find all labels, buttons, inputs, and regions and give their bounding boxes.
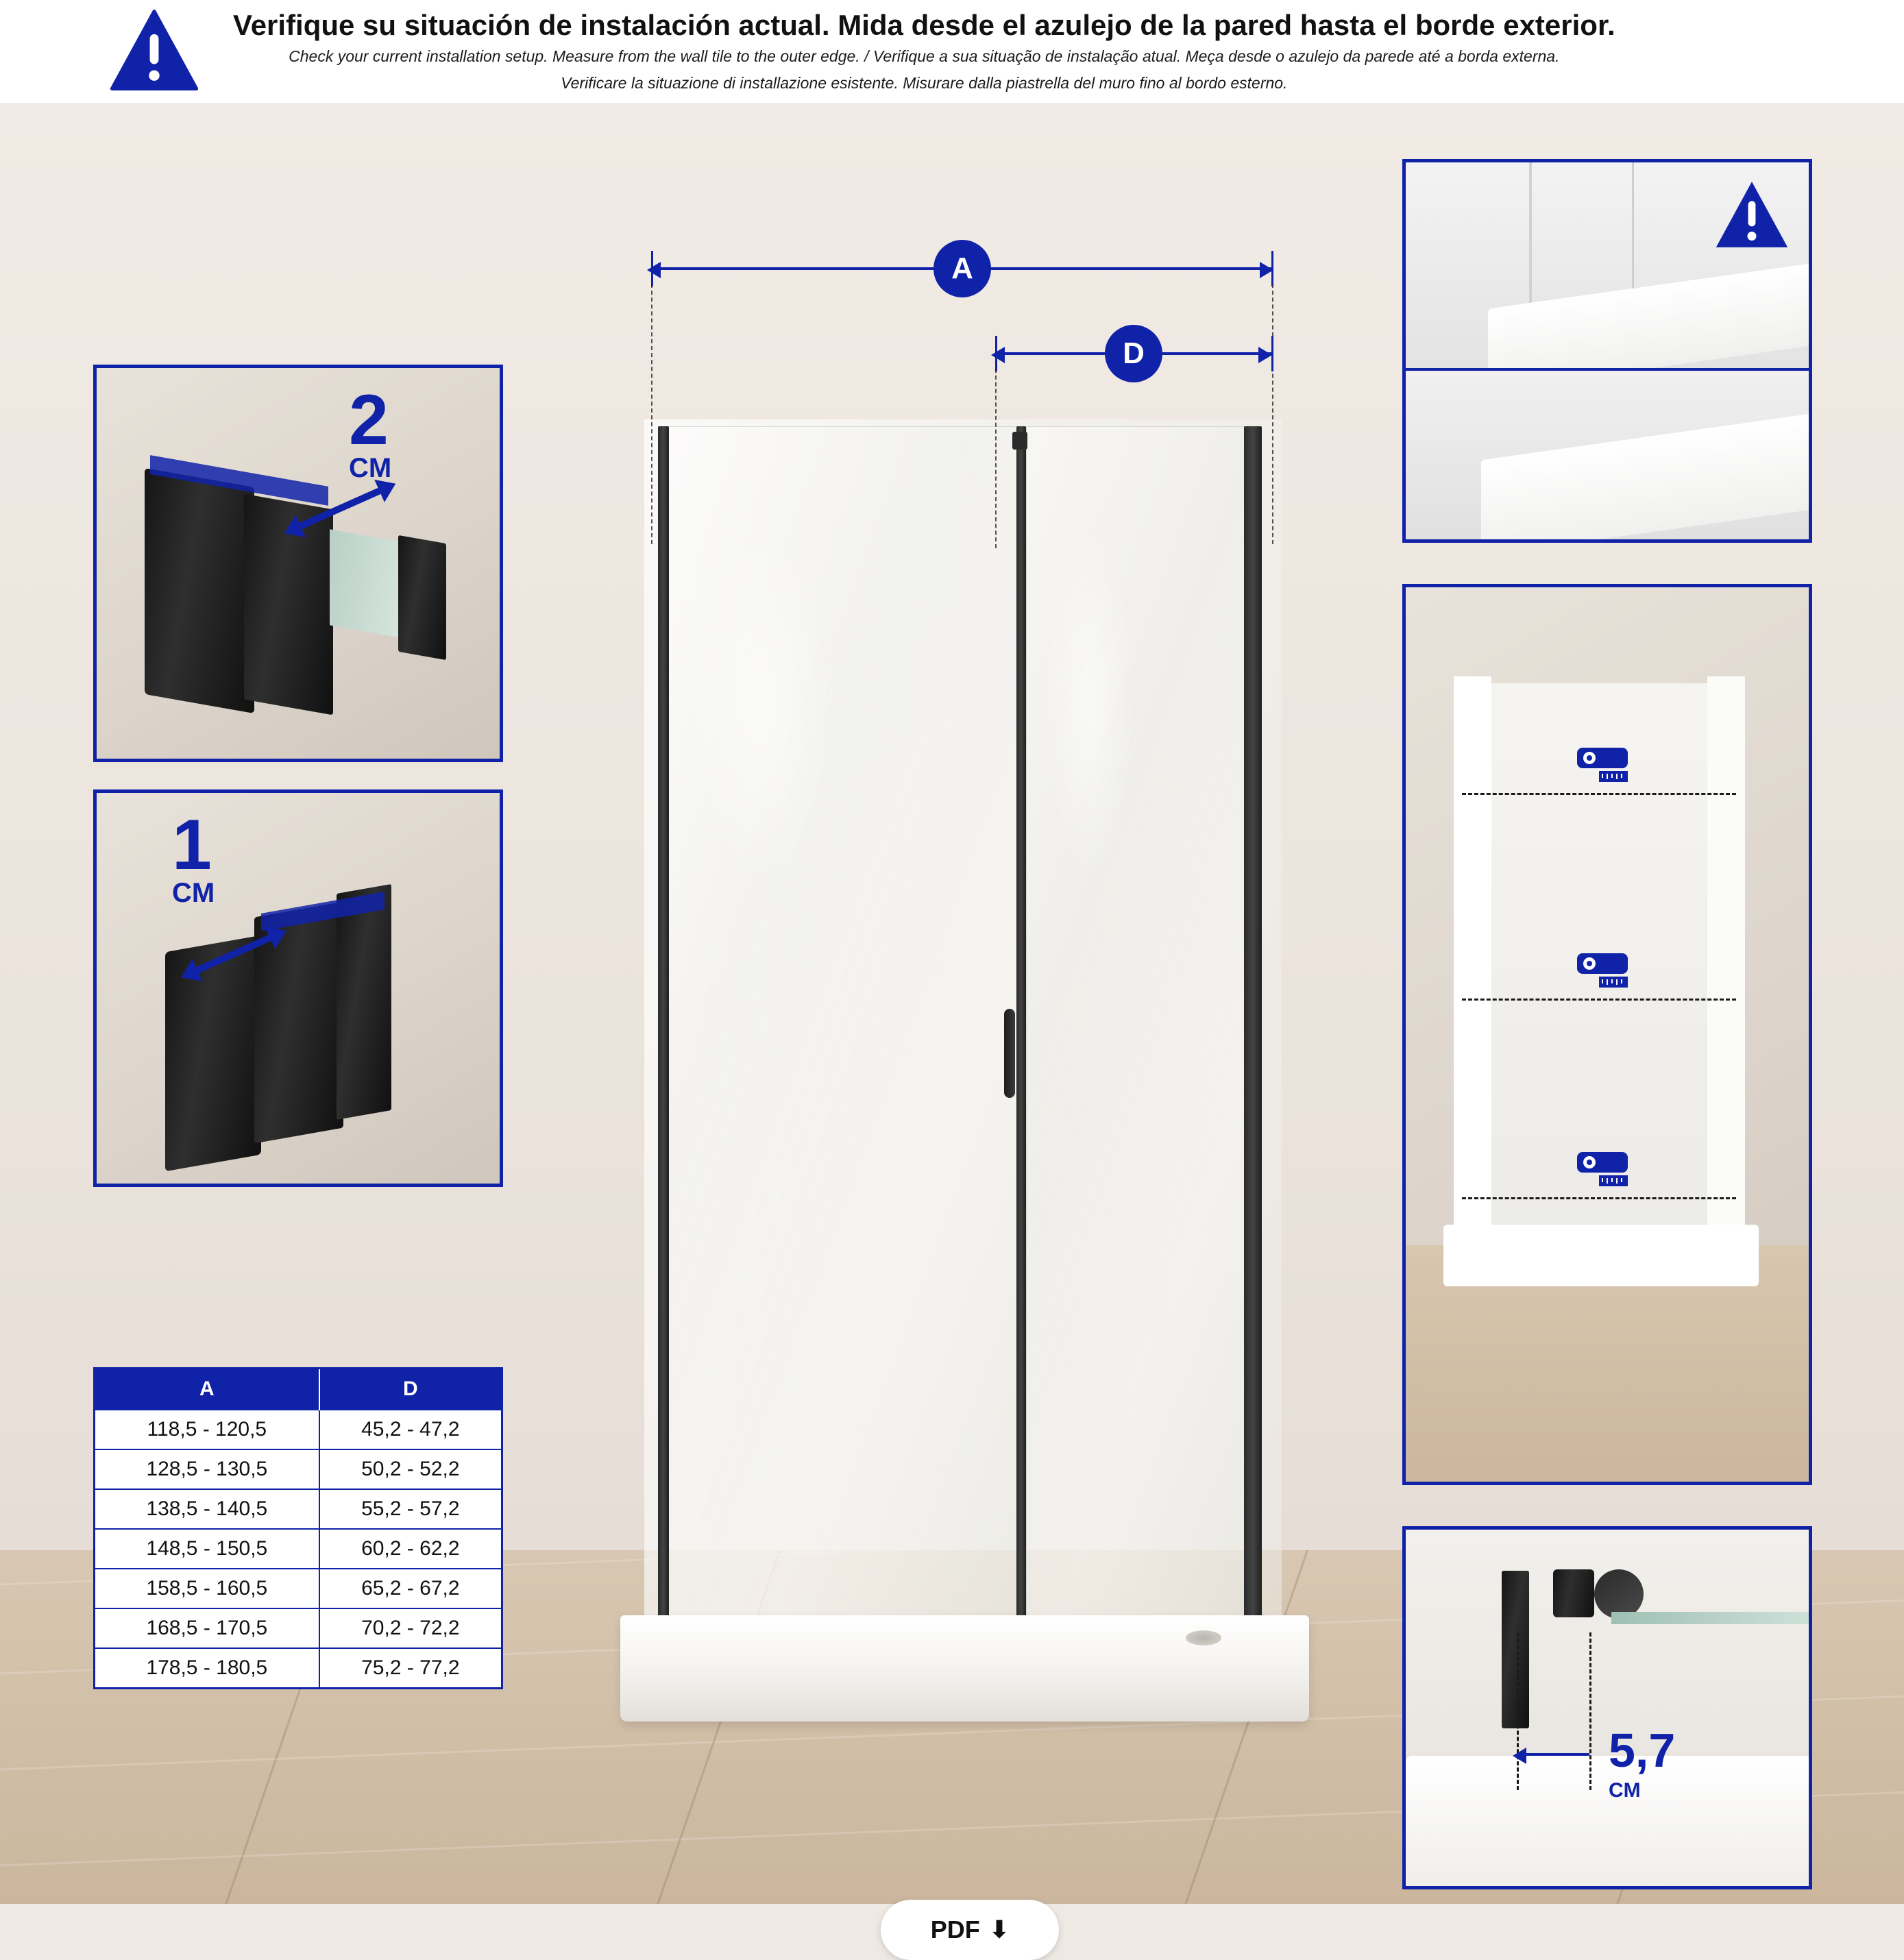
bottom-gap-label [1609,1723,1675,1802]
cell-d: 50,2 - 52,2 [319,1449,501,1489]
download-arrow-icon: ⬇ [989,1917,1010,1943]
hinge-top [1012,432,1027,450]
pdf-download-button[interactable] [881,1900,1059,1960]
glass-fixed-panel [1026,426,1252,1632]
pdf-button-label: PDF [930,1915,980,1944]
shower-enclosure-illustration [620,419,1309,1722]
card-measure-heights [1402,584,1812,1485]
tolerance-1-unit: CM [172,877,215,908]
tolerance-1-label [172,805,215,908]
page-title: Verifique su situación de instalación actual. Mida desde el azulejo de la pared hasta el borde exterior. [233,8,1615,41]
measure-line-middle [1462,999,1736,1001]
door-handle [1004,1009,1015,1098]
table-row [95,1489,501,1529]
cell-a: 158,5 - 160,5 [95,1569,319,1608]
table-row [95,1608,501,1648]
table-row [95,1529,501,1569]
gap-dash-left [1517,1632,1519,1790]
measuring-tape-icon [1576,952,1629,990]
cell-a: 168,5 - 170,5 [95,1608,319,1648]
card-tolerance-1cm [93,789,503,1187]
cell-d: 65,2 - 67,2 [319,1569,501,1608]
profile-left [658,426,669,1639]
table-row [95,1569,501,1608]
cell-a: 128,5 - 130,5 [95,1449,319,1489]
header-subtitle-line2: Verificare la situazione di installazione esistente. Misurare dalla piastrella del muro fino al bordo esterno. [561,73,1288,92]
size-table [93,1367,503,1689]
table-row [95,1449,501,1489]
warning-triangle-icon [1714,180,1790,249]
bottom-gap-value: 5,7 [1609,1724,1676,1777]
cell-d: 70,2 - 72,2 [319,1608,501,1648]
card-tub-warning [1402,159,1812,543]
table-header-a: A [95,1369,319,1410]
table-header-row [95,1369,501,1410]
dimension-badge-d: D [1105,325,1162,382]
card-bottom-gap [1402,1526,1812,1889]
card-tolerance-2cm [93,365,503,762]
measure-line-top [1462,793,1736,795]
header-subtitle-line1: Check your current installation setup. Measure from the wall tile to the outer edge. / Verifique a sua situação de instalação atual. Meça desde o azulejo da parede até a borda externa. [289,47,1560,65]
gap-dash-right [1589,1632,1591,1790]
cell-d: 55,2 - 57,2 [319,1489,501,1529]
cell-d: 75,2 - 77,2 [319,1648,501,1687]
measuring-tape-icon [1576,746,1629,785]
bottom-gap-unit: CM [1609,1779,1641,1802]
shower-tray [620,1615,1309,1722]
header-text-block [233,10,1615,95]
cell-d: 60,2 - 62,2 [319,1529,501,1569]
cell-a: 138,5 - 140,5 [95,1489,319,1529]
table-row [95,1410,501,1449]
glass-door-panel [661,426,1018,1632]
table-header-d: D [319,1369,501,1410]
tolerance-1-value: 1 [172,805,212,885]
cell-a: 118,5 - 120,5 [95,1410,319,1449]
tolerance-2-value: 2 [349,380,389,460]
tolerance-2-label [349,380,392,483]
measuring-tape-icon [1576,1151,1629,1189]
measure-line-bottom [1462,1197,1736,1199]
cell-d: 45,2 - 47,2 [319,1410,501,1449]
table-row [95,1648,501,1687]
cell-a: 148,5 - 150,5 [95,1529,319,1569]
profile-right-wall [1244,426,1262,1643]
cell-a: 178,5 - 180,5 [95,1648,319,1687]
profile-middle [1016,426,1026,1639]
tolerance-2-unit: CM [349,452,392,483]
warning-triangle-icon [110,10,199,90]
header-banner [0,0,1904,104]
drain-icon [1186,1630,1221,1645]
scene-background [0,104,1904,1944]
dimension-badge-a: A [933,240,991,297]
